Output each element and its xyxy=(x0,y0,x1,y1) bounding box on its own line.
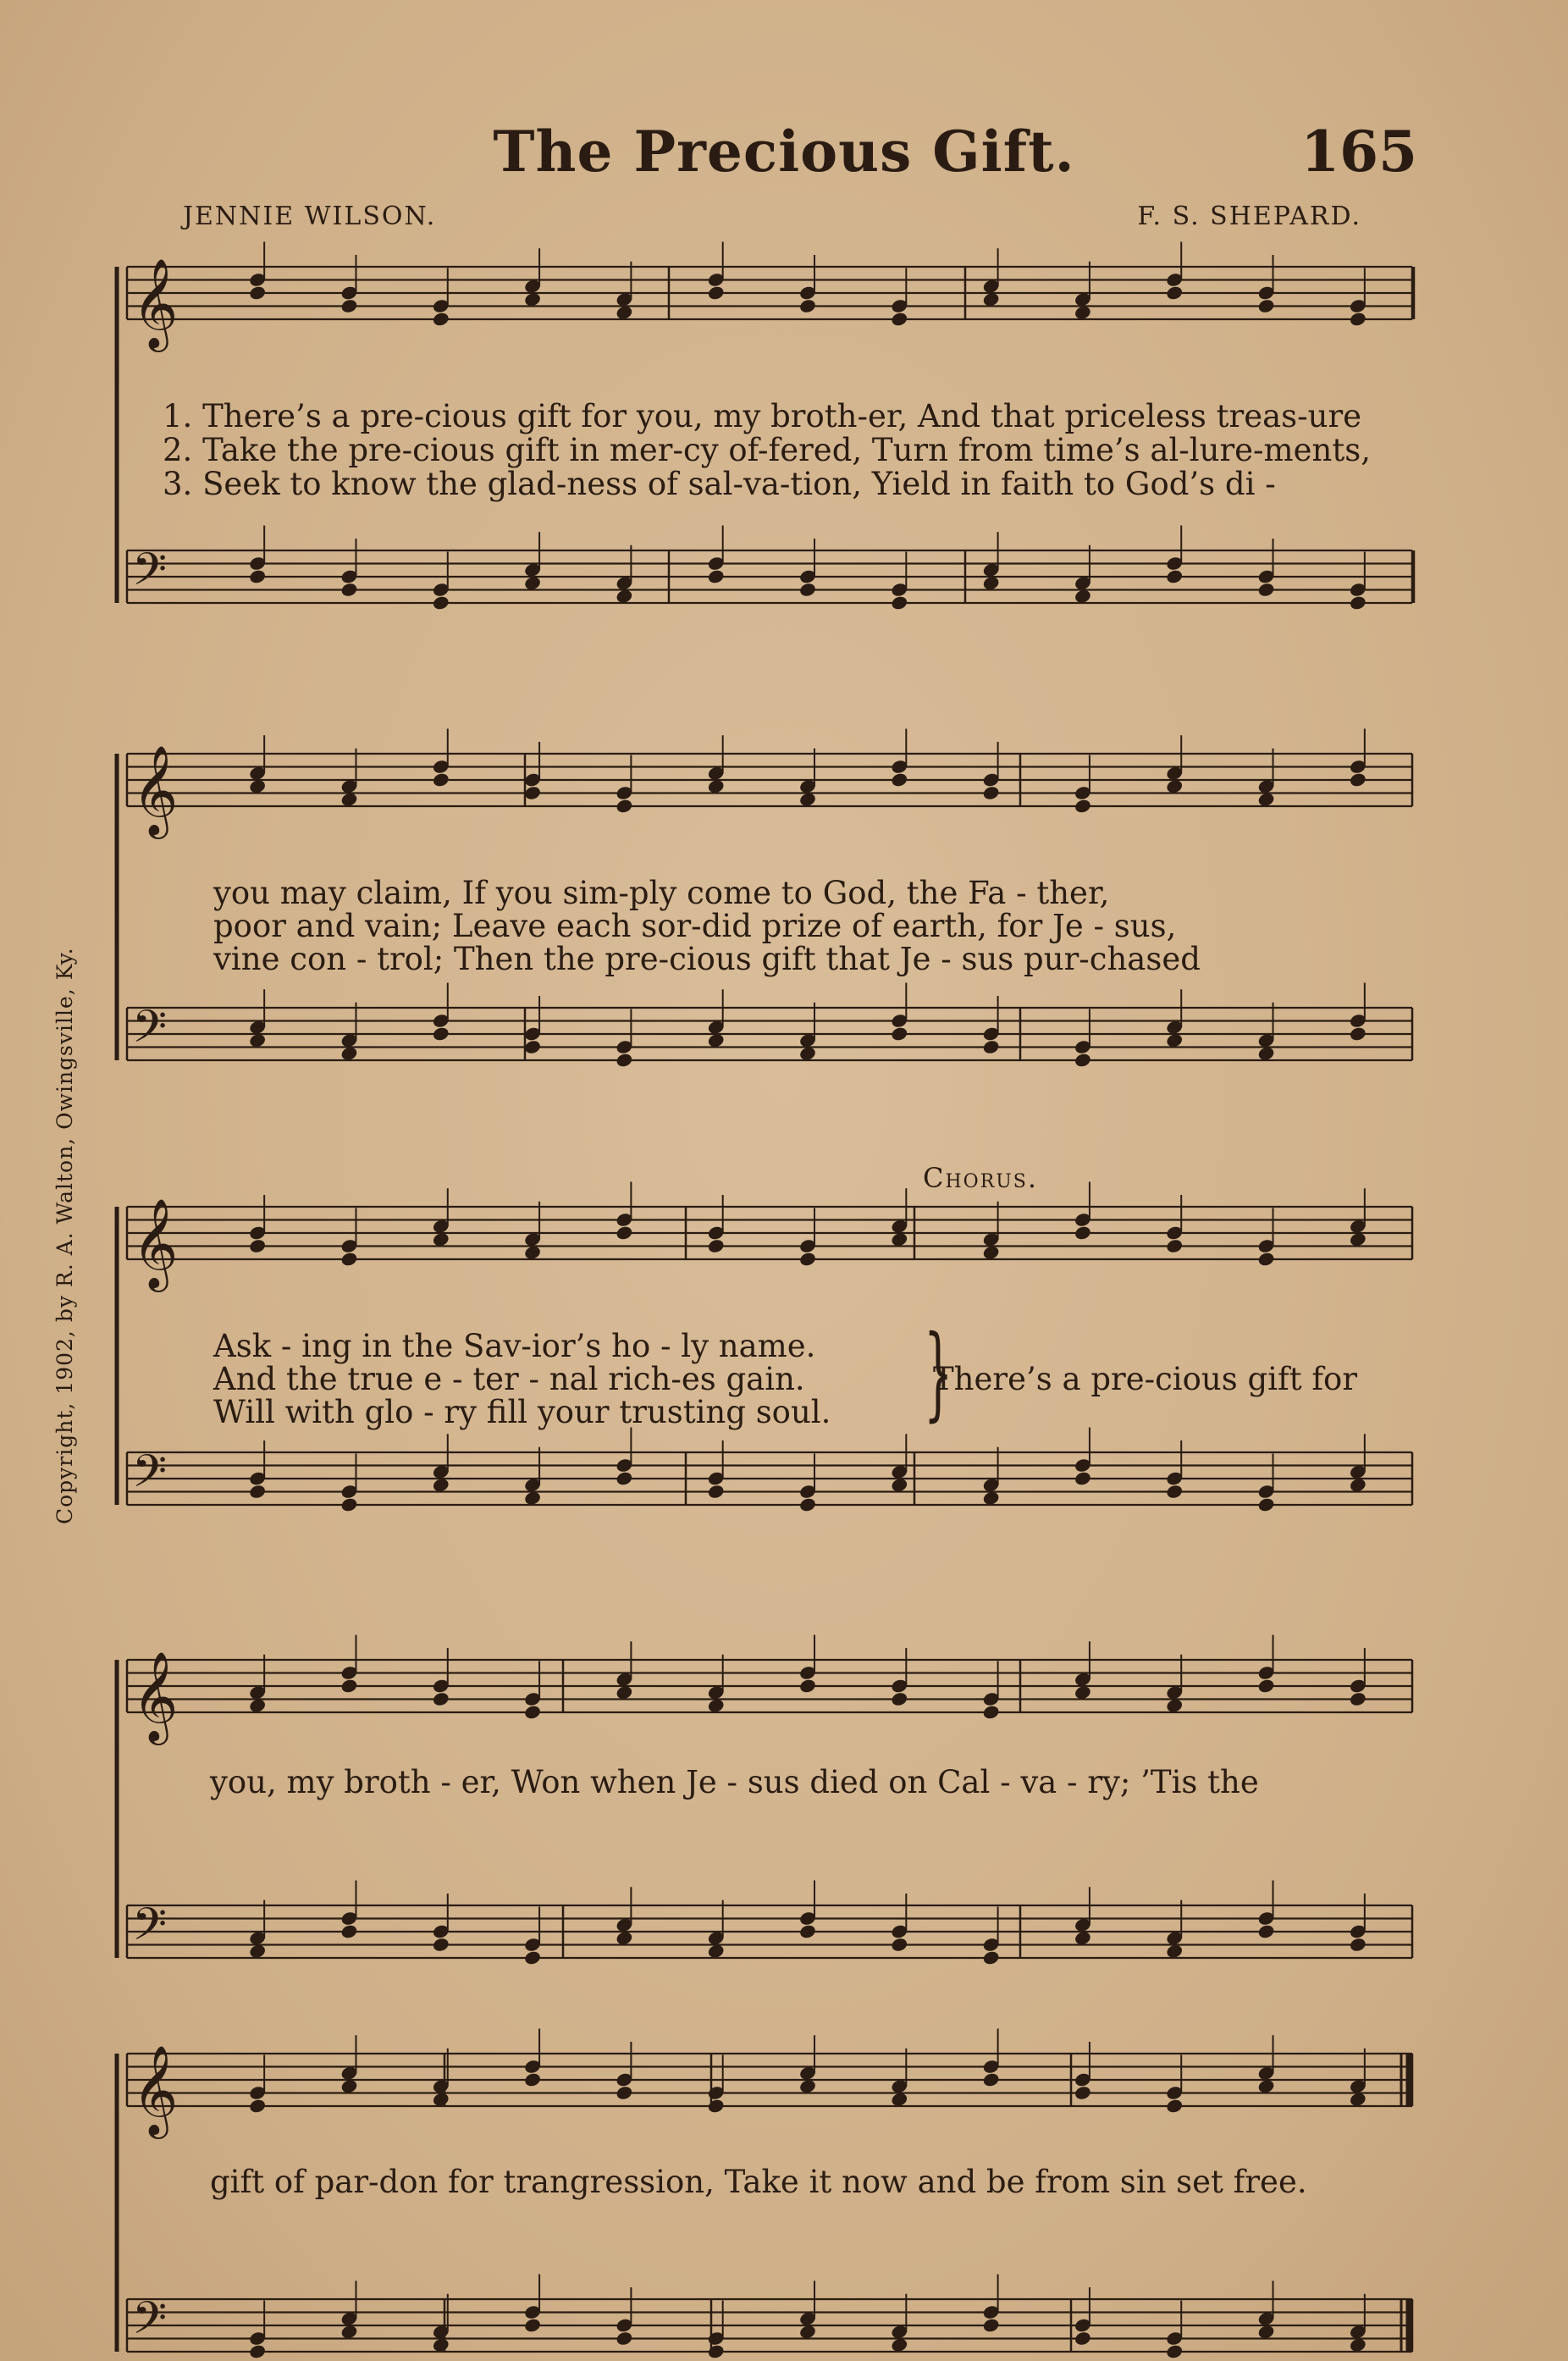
note-head xyxy=(1165,568,1184,584)
note-head xyxy=(248,285,267,301)
note-head xyxy=(248,1484,267,1500)
system4-chorus: you, my broth - er, Won when Je - sus died on Cal - va - ry; ’Tis the xyxy=(210,1764,1259,1800)
note-head xyxy=(340,1251,359,1267)
system1-verse1: 1. There’s a pre-cious gift for you, my broth-er, And that priceless treas-ure xyxy=(163,398,1362,434)
note-head xyxy=(798,1923,817,1939)
note-head xyxy=(340,582,359,598)
note-head xyxy=(1074,798,1092,814)
note-head xyxy=(1257,582,1276,598)
note-head xyxy=(798,1678,817,1694)
note-head xyxy=(798,1251,817,1267)
note-head xyxy=(432,1691,450,1707)
note-head xyxy=(982,2071,1001,2087)
bass-clef: 𝄢 xyxy=(132,544,168,607)
verse-brace: } xyxy=(923,1314,953,1432)
note-head xyxy=(1349,1691,1367,1707)
note-head xyxy=(1074,1052,1092,1068)
note-head xyxy=(982,785,1001,801)
note-head xyxy=(432,311,450,327)
note-head xyxy=(1349,1937,1367,1953)
note-head xyxy=(798,1496,817,1512)
note-head xyxy=(1349,594,1367,611)
note-head xyxy=(616,1225,634,1241)
note-head xyxy=(1165,1484,1184,1500)
bass-clef: 𝄢 xyxy=(132,1446,168,1509)
note-head xyxy=(798,582,817,598)
treble-clef: 𝄞 xyxy=(132,1650,179,1741)
note-head xyxy=(890,771,908,788)
note-head xyxy=(707,2098,726,2114)
note-head xyxy=(616,2085,634,2101)
note-head xyxy=(432,771,450,788)
note-head xyxy=(1257,1496,1276,1512)
note-head xyxy=(616,1470,634,1486)
system3-verse3: Will with glo - ry fill your trusting soul. xyxy=(213,1394,831,1430)
note-head xyxy=(1165,2098,1184,2114)
treble-clef: 𝄞 xyxy=(132,1197,179,1288)
note-head xyxy=(523,785,542,801)
system1-verse2: 2. Take the pre-cious gift in mer-cy of-fered, Turn from time’s al-lure-ments, xyxy=(163,432,1371,468)
note-head xyxy=(523,1949,542,1966)
note-head xyxy=(432,594,450,611)
note-head xyxy=(616,2331,634,2347)
note-head xyxy=(798,298,817,314)
chorus-label: Chorus. xyxy=(923,1162,1039,1194)
note-head xyxy=(523,1704,542,1720)
note-head xyxy=(340,298,359,314)
note-head xyxy=(1074,1225,1092,1241)
note-head xyxy=(432,1937,450,1953)
composer-credit: F. S. SHEPARD. xyxy=(1137,202,1361,231)
system2-verse2: poor and vain; Leave each sor-did prize of earth, for Je - sus, xyxy=(213,908,1177,944)
system3-verse1: Ask - ing in the Sav-ior’s ho - ly name. xyxy=(213,1328,816,1364)
note-head xyxy=(1074,2331,1092,2347)
note-head xyxy=(340,1496,359,1512)
note-head xyxy=(982,1949,1001,1966)
note-head xyxy=(432,1026,450,1042)
lyricist-credit: JENNIE WILSON. xyxy=(183,202,437,231)
system3-verse2: And the true e - ter - nal rich-es gain. xyxy=(213,1361,805,1397)
note-head xyxy=(1074,2085,1092,2101)
note-head xyxy=(616,798,634,814)
note-head xyxy=(523,2317,542,2333)
note-head xyxy=(248,568,267,584)
note-head xyxy=(1349,1026,1367,1042)
note-head xyxy=(340,1923,359,1939)
note-head xyxy=(1165,1238,1184,1254)
treble-clef: 𝄞 xyxy=(132,744,179,835)
note-head xyxy=(1257,1678,1276,1694)
note-head xyxy=(890,1937,908,1953)
system1-verse3: 3. Seek to know the glad-ness of sal-va-tion, Yield in faith to God’s di - xyxy=(163,466,1276,502)
note-head xyxy=(1257,1923,1276,1939)
note-head xyxy=(890,1691,908,1707)
note-head xyxy=(1349,311,1367,327)
bass-clef: 𝄢 xyxy=(132,1001,168,1064)
note-head xyxy=(1074,1470,1092,1486)
system5-chorus: gift of par-don for trangression, Take it now and be from sin set free. xyxy=(210,2164,1307,2200)
note-head xyxy=(707,568,726,584)
note-head xyxy=(523,2071,542,2087)
system2-verse1: you may claim, If you sim-ply come to God, the Fa - ther, xyxy=(213,875,1110,911)
note-head xyxy=(616,1052,634,1068)
copyright-notice: Copyright, 1902, by R. A. Walton, Owingsville, Ky. xyxy=(52,947,77,1524)
note-head xyxy=(982,1704,1001,1720)
note-head xyxy=(340,1678,359,1694)
note-head xyxy=(248,1238,267,1254)
page-number: 165 xyxy=(1300,119,1417,185)
note-head xyxy=(890,311,908,327)
bass-clef: 𝄢 xyxy=(132,1899,168,1962)
note-head xyxy=(248,2098,267,2114)
note-head xyxy=(1257,1251,1276,1267)
hymn-title: The Precious Gift. xyxy=(493,119,1075,185)
note-head xyxy=(248,2343,267,2359)
note-head xyxy=(707,1484,726,1500)
bass-clef: 𝄢 xyxy=(132,2292,168,2356)
note-head xyxy=(707,1238,726,1254)
note-head xyxy=(890,1026,908,1042)
note-head xyxy=(523,1039,542,1055)
system2-verse3: vine con - trol; Then the pre-cious gift that Je - sus pur-chased xyxy=(213,941,1201,977)
note-head xyxy=(982,2317,1001,2333)
treble-clef: 𝄞 xyxy=(132,2044,179,2135)
note-head xyxy=(1257,298,1276,314)
treble-clef: 𝄞 xyxy=(132,257,179,348)
note-head xyxy=(1349,771,1367,788)
note-head xyxy=(982,1039,1001,1055)
note-head xyxy=(890,594,908,611)
system3-chorus-start: There’s a pre-cious gift for xyxy=(933,1361,1357,1397)
note-head xyxy=(707,2343,726,2359)
note-head xyxy=(1165,2343,1184,2359)
note-head xyxy=(707,285,726,301)
note-head xyxy=(1165,285,1184,301)
